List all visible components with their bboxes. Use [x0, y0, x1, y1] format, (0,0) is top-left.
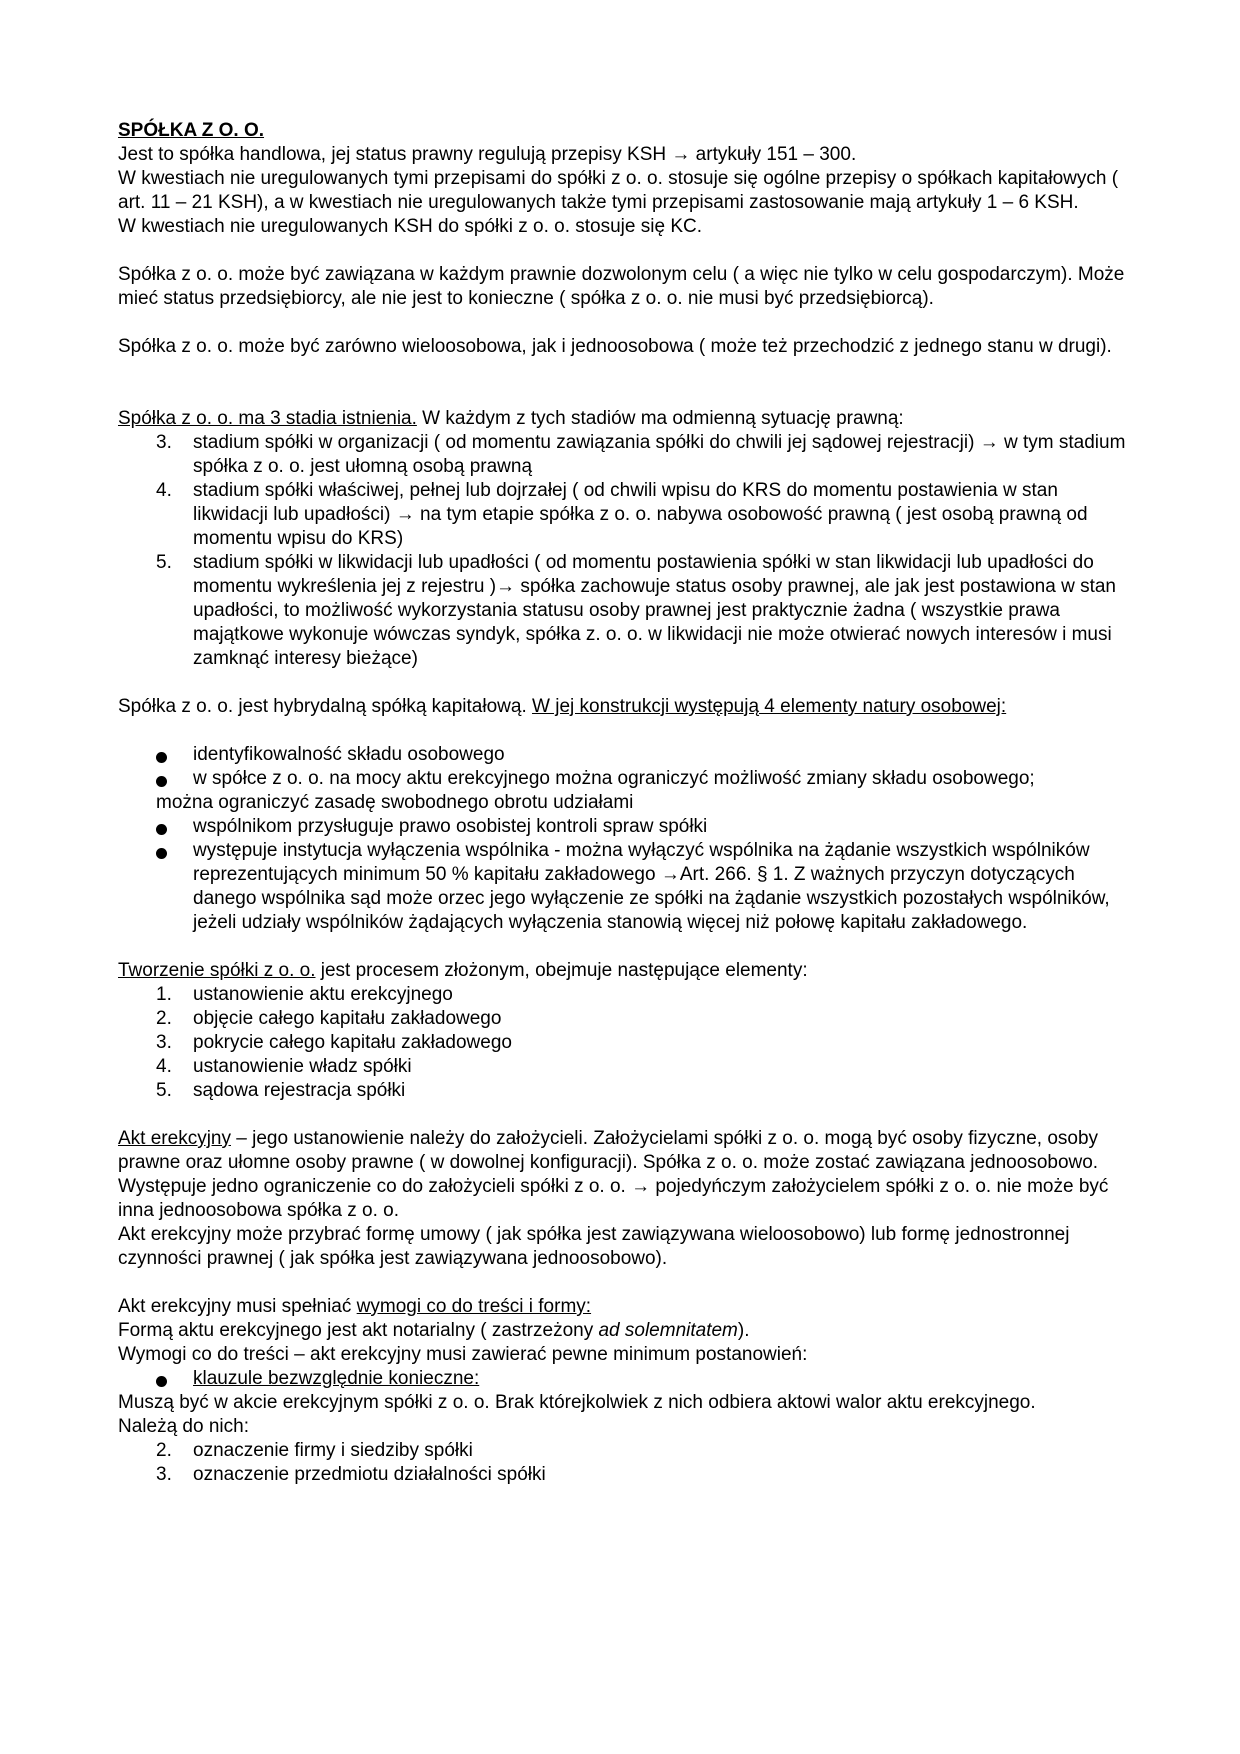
paragraph: W kwestiach nie uregulowanych KSH do spółki z o. o. stosuje się KC. [118, 216, 702, 237]
paragraph: Jest to spółka handlowa, jej status prawny regulują przepisy KSH → artykuły 151 – 300. [118, 144, 857, 165]
paragraph: Akt erekcyjny musi spełniać wymogi co do treści i formy: [118, 1296, 592, 1317]
paragraph: Spółka z o. o. może być zarówno wieloosobowa, jak i jednoosobowa ( może też przechodzić z jednego stanu w drugi). [118, 336, 1112, 357]
bullet-item: w spółce z o. o. na mocy aktu erekcyjnego można ograniczyć możliwość zmiany składu osobowego; [118, 767, 1128, 791]
bullet-icon [156, 824, 167, 835]
underlined-heading: Akt erekcyjny [118, 1128, 231, 1149]
paragraph: Tworzenie spółki z o. o. jest procesem złożonym, obejmuje następujące elementy: [118, 960, 808, 981]
underlined-heading: W jej konstrukcji występują 4 elementy natury osobowej: [532, 696, 1007, 717]
bullet-item: klauzule bezwzględnie konieczne: [118, 1367, 1128, 1391]
list-item: 2. oznaczenie firmy i siedziby spółki [156, 1440, 473, 1461]
list-item: 3. stadium spółki w organizacji ( od momentu zawiązania spółki do chwili jej sądowej rejestracji) → w tym stadium spółka z o. o. jest ułomną osobą prawną [156, 432, 1126, 477]
paragraph: Akt erekcyjny może przybrać formę umowy ( jak spółka jest zawiązywana wieloosobowo) lub formę jednostronnej czynności prawnej ( jak spółka jest zawiązywana jednoosobowo). [118, 1224, 1070, 1269]
list-item: 1. ustanowienie aktu erekcyjnego [156, 984, 453, 1005]
paragraph: Spółka z o. o. może być zawiązana w każdym prawnie dozwolonym celu ( a więc nie tylko w celu gospodarczym). Może mieć status przedsiębiorcy, ale nie jest to konieczne ( spółka z o. o. nie musi być przedsiębiorcą). [118, 264, 1125, 309]
bullet-item: występuje instytucja wyłączenia wspólnika - można wyłączyć wspólnika na żądanie wszystkich wspólników reprezentujących minimum 50 % kapitału zakładowego →Art. 266. § 1. Z ważnych przyczyn dotyczących danego wspólnika sąd może orzec jego wyłączenie ze spółki na żądanie wszystkich pozostałych wspólników, jeżeli udziały wspólników żądających wyłączenia stanowią więcej niż połowę kapitału zakładowego. [118, 839, 1128, 935]
list-item: 2. objęcie całego kapitału zakładowego [156, 1008, 502, 1029]
paragraph: można ograniczyć zasadę swobodnego obrotu udziałami [156, 792, 634, 813]
list-item: 4. stadium spółki właściwej, pełnej lub dojrzałej ( od chwili wpisu do KRS do momentu postawienia w stan likwidacji lub upadłości) → na tym etapie spółka z o. o. nabywa osobowość prawną ( jest osobą prawną od momentu wpisu do KRS) [156, 480, 1088, 549]
paragraph: Spółka z o. o. jest hybrydalną spółką kapitałową. W jej konstrukcji występują 4 elementy natury osobowej: [118, 696, 1007, 717]
paragraph: Spółka z o. o. ma 3 stadia istnienia. W każdym z tych stadiów ma odmienną sytuację prawną: [118, 408, 904, 429]
list-item: 4. ustanowienie władz spółki [156, 1056, 412, 1077]
paragraph: Formą aktu erekcyjnego jest akt notarialny ( zastrzeżony ad solemnitatem). [118, 1320, 750, 1341]
bullet-icon [156, 1376, 167, 1387]
list-item: 5. sądowa rejestracja spółki [156, 1080, 406, 1101]
paragraph: Akt erekcyjny – jego ustanowienie należy do założycieli. Założycielami spółki z o. o. mogą być osoby fizyczne, osoby prawne oraz ułomne osoby prawne ( w dowolnej konfiguracji). Spółka z o. o. może zostać zawiązana jednoosobowo. [118, 1128, 1099, 1173]
bullet-item: identyfikowalność składu osobowego [118, 743, 1128, 767]
paragraph: Należą do nich: [118, 1416, 249, 1437]
bullet-icon [156, 776, 167, 787]
underlined-heading: wymogi co do treści i formy: [356, 1296, 592, 1317]
document-body [118, 119, 1128, 1487]
paragraph: Wymogi co do treści – akt erekcyjny musi zawierać pewne minimum postanowień: [118, 1344, 808, 1365]
bullet-icon [156, 848, 167, 859]
paragraph: W kwestiach nie uregulowanych tymi przepisami do spółki z o. o. stosuje się ogólne przepisy o spółkach kapitałowych ( art. 11 – 21 KSH), a w kwestiach nie uregulowanych także tymi przepisami zastosowanie mają artykuły 1 – 6 KSH. [118, 168, 1119, 213]
document-title: SPÓŁKA Z O. O. [118, 120, 265, 141]
list-item: 3. oznaczenie przedmiotu działalności spółki [156, 1464, 546, 1485]
bullet-item: wspólnikom przysługuje prawo osobistej kontroli spraw spółki [118, 815, 1128, 839]
list-item: 3. pokrycie całego kapitału zakładowego [156, 1032, 512, 1053]
paragraph: Muszą być w akcie erekcyjnym spółki z o. o. Brak którejkolwiek z nich odbiera aktowi walor aktu erekcyjnego. [118, 1392, 1036, 1413]
paragraph: Występuje jedno ograniczenie co do założycieli spółki z o. o. → pojedyńczym założycielem spółki z o. o. nie może być inna jednoosobowa spółka z o. o. [118, 1176, 1109, 1221]
bullet-icon [156, 752, 167, 763]
underlined-heading: Spółka z o. o. ma 3 stadia istnienia. [118, 408, 417, 429]
list-item: 5. stadium spółki w likwidacji lub upadłości ( od momentu postawienia spółki w stan likwidacji lub upadłości do momentu wykreślenia jej z rejestru )→ spółka zachowuje status osoby prawnej, ale jak jest postawiona w stan upadłości, to możliwość wykorzystania statusu osoby prawnej jest praktycznie żadna ( wszystkie prawa majątkowe wykonuje wówczas syndyk, spółka z. o. o. w likwidacji nie może otwierać nowych interesów i musi zamknąć interesy bieżące) [156, 552, 1116, 669]
underlined-heading: Tworzenie spółki z o. o. [118, 960, 316, 981]
